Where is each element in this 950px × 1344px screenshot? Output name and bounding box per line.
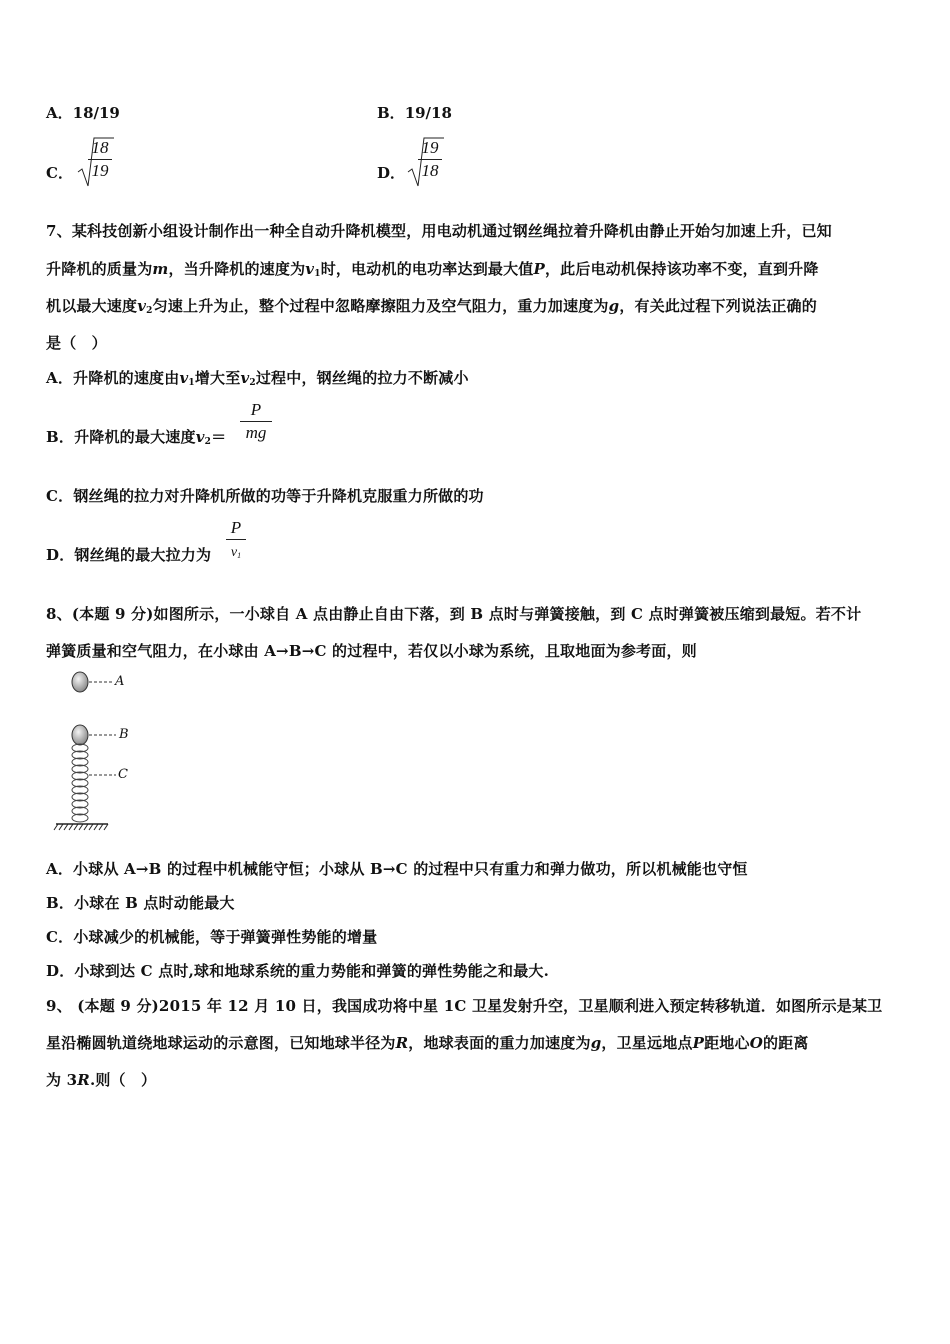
q6-option-b[interactable] xyxy=(377,102,452,123)
option-letter: D． xyxy=(377,164,406,182)
q7-option-d[interactable]: D．钢丝绳的最大拉力为 xyxy=(46,546,212,564)
q7-stem-line-4: 是（ ） xyxy=(46,334,107,352)
option-letter: A． xyxy=(46,104,73,122)
q7-stem-line-2: 升降机的质量为m，当升降机的速度为$v_1$时，电动机的电功率达到最大值P，此后电动机保持该功率不变，直到升降 xyxy=(46,260,819,279)
q7-option-b[interactable]: B．升降机的最大速度$v_2=$ xyxy=(46,428,227,447)
option-letter: B． xyxy=(377,104,405,122)
q9-stem-line-3: 为 3R.则（ ） xyxy=(46,1071,157,1089)
q6-option-c[interactable] xyxy=(46,162,73,183)
q7-stem-line-1: 7、某科技创新小组设计制作出一种全自动升降机模型，用电动机通过钢丝绳拉着升降机由静止开始匀加速上升，已知 xyxy=(46,222,832,240)
q6-option-d[interactable] xyxy=(377,162,405,183)
option-text: 18/19 xyxy=(72,104,120,122)
q6-option-a[interactable] xyxy=(46,102,120,123)
spring-coil-icon xyxy=(72,744,88,822)
denominator: 19 xyxy=(91,161,109,180)
sqrt-fraction-19-18 xyxy=(406,136,446,188)
label-a: A xyxy=(115,674,125,689)
q8-option-d[interactable]: D．小球到达 C 点时,球和地球系统的重力势能和弹簧的弹性势能之和最大. xyxy=(46,962,550,980)
q9-stem-line-2: 星沿椭圆轨道绕地球运动的示意图，已知地球半径为R，地球表面的重力加速度为g，卫星远地点P距地心O的距离 xyxy=(46,1034,809,1052)
spring-ball-figure xyxy=(50,668,150,836)
fraction xyxy=(88,138,112,181)
denominator: mg xyxy=(245,423,267,442)
q7-option-c[interactable]: C．钢丝绳的拉力对升降机所做的功等于升降机克服重力所做的功 xyxy=(46,487,484,505)
fraction xyxy=(418,138,442,181)
q8-stem-line-1: 8、(本题 9 分)如图所示，一小球自 A 点由静止自由下落，到 B 点时与弹簧接触，到 C 点时弹簧被压缩到最短。若不计 xyxy=(46,605,862,623)
ground-hatch-icon xyxy=(54,824,108,830)
q9-stem-line-1: 9、 (本题 9 分)2015 年 12 月 10 日，我国成功将中星 1C 卫星发射升空，卫星顺利进入预定转移轨道．如图所示是某卫 xyxy=(46,997,883,1015)
numerator: 18 xyxy=(91,138,109,157)
label-c: C xyxy=(118,767,128,782)
option-text: 19/18 xyxy=(404,104,452,122)
option-letter: C． xyxy=(46,164,73,182)
denominator: $v_1$ xyxy=(230,545,242,560)
fraction-p-over-mg xyxy=(240,400,272,443)
q8-stem-line-2: 弹簧质量和空气阻力，在小球由 A→B→C 的过程中，若仅以小球为系统，且取地面为参考面，则 xyxy=(46,642,697,660)
q7-stem-line-3: 机以最大速度$v_2$匀速上升为止，整个过程中忽略摩擦阻力及空气阻力，重力加速度为g，有关此过程下列说法正确的 xyxy=(46,297,817,316)
sqrt-fraction-18-19 xyxy=(76,136,116,188)
denominator: 18 xyxy=(421,161,439,180)
numerator: P xyxy=(230,518,242,537)
fraction-p-over-v1 xyxy=(226,518,246,566)
ball-at-b-icon xyxy=(72,725,88,745)
q7-option-a[interactable]: A．升降机的速度由$v_1$增大至$v_2$过程中，钢丝绳的拉力不断减小 xyxy=(46,369,469,388)
numerator: P xyxy=(250,400,262,419)
q8-option-a[interactable]: A．小球从 A→B 的过程中机械能守恒；小球从 B→C 的过程中只有重力和弹力做功，所以机械能也守恒 xyxy=(46,860,748,878)
label-b: B xyxy=(119,727,129,742)
q8-option-c[interactable]: C．小球减少的机械能，等于弹簧弹性势能的增量 xyxy=(46,928,378,946)
numerator: 19 xyxy=(421,138,439,157)
ball-at-a-icon xyxy=(72,672,88,692)
q8-option-b[interactable]: B．小球在 B 点时动能最大 xyxy=(46,894,235,912)
